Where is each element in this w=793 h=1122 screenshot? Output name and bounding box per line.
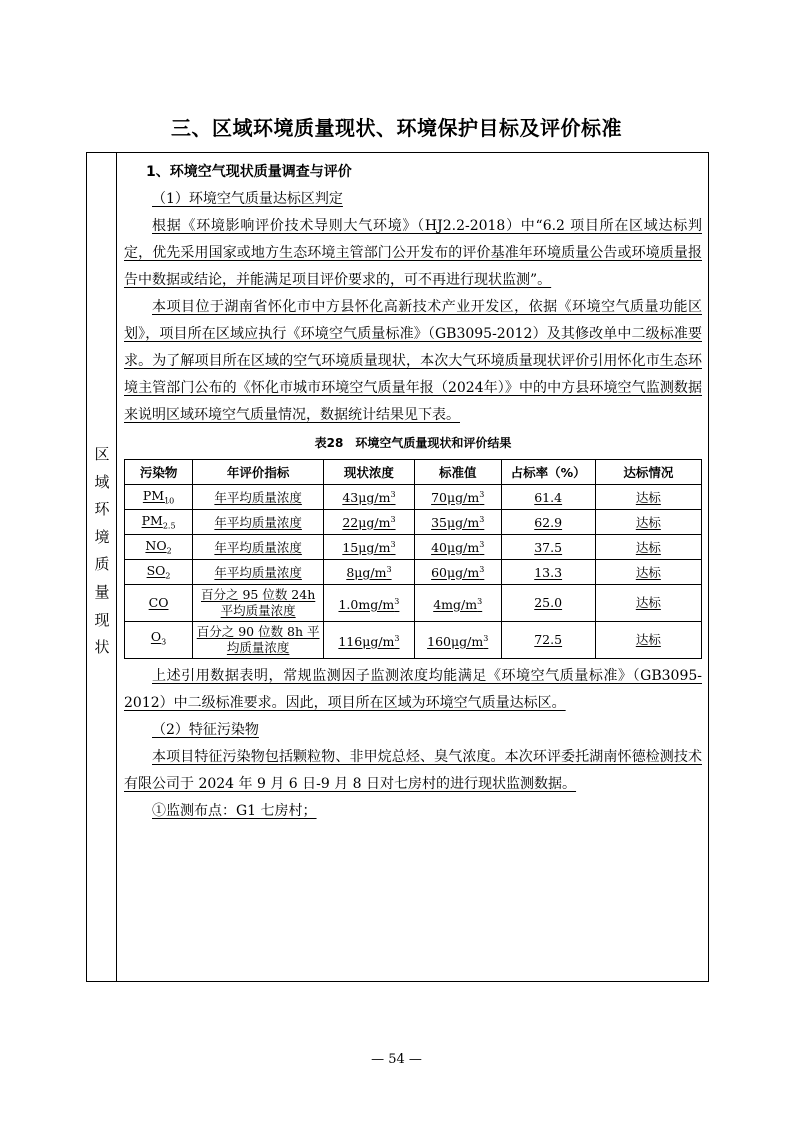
ratio-cell: 13.3 — [501, 560, 595, 585]
content-frame — [86, 152, 709, 982]
table-row — [125, 585, 702, 622]
page-title: 三、区域环境质量现状、环境保护目标及评价标准 — [171, 116, 622, 140]
pollutant-cell: $PM_{2.5}$ — [125, 510, 193, 535]
table-row — [125, 535, 702, 560]
side-label-char: 环 — [94, 500, 110, 519]
ratio-cell: 72.5 — [501, 622, 595, 659]
concentration-cell: $22\mu g/m^3$ — [324, 510, 415, 535]
table-row — [125, 485, 702, 510]
pollutant-cell: $PM_{10}$ — [125, 485, 193, 510]
status-cell: 达标 — [595, 535, 701, 560]
paragraph-2: 本项目位于湖南省怀化市中方县怀化高新技术产业开发区，依据《环境空气质量功能区划》，项目所在区域应执行《环境空气质量标准》（GB3095-2012）及其修改单中二级标准要求。为了解项目所在区域的空气环境质量现状，本次大气环境质量现状评价引用怀化市生态环境主管部门公布的《怀化市城市环境空气质量年报（2024年）》中的中方县环境空气监测数据来说明区域环境空气质量情况，数据统计结果见下表。 — [124, 299, 702, 423]
table-header-cell: 污染物 — [125, 460, 193, 485]
status-cell: 达标 — [595, 485, 701, 510]
ratio-cell: 37.5 — [501, 535, 595, 560]
table-header-cell: 现状浓度 — [324, 460, 415, 485]
standard-cell: $4mg/m^3$ — [414, 585, 501, 622]
indicator-cell: 年平均质量浓度 — [193, 560, 324, 585]
status-cell: 达标 — [595, 585, 701, 622]
paragraph-5: ①监测布点：G1 七房村； — [152, 803, 317, 819]
concentration-cell: $8\mu g/m^3$ — [324, 560, 415, 585]
standard-cell: $60\mu g/m^3$ — [414, 560, 501, 585]
status-cell: 达标 — [595, 510, 701, 535]
indicator-cell: 年平均质量浓度 — [193, 485, 324, 510]
side-label-char: 质 — [94, 555, 110, 574]
table-header-cell: 年评价指标 — [193, 460, 324, 485]
indicator-cell: 百分之 90 位数 8h 平均质量浓度 — [193, 622, 324, 659]
paragraph-4: 本项目特征污染物包括颗粒物、非甲烷总烃、臭气浓度。本次环评委托湖南怀德检测技术有限公司于 2024 年 9 月 6 日-9 月 8 日对七房村的进行现状监测数据。 — [124, 749, 702, 792]
air-quality-table — [124, 459, 702, 659]
concentration-cell: $43\mu g/m^3$ — [324, 485, 415, 510]
paragraph-3: 上述引用数据表明，常规监测因子监测浓度均能满足《环境空气质量标准》（GB3095-2012）中二级标准要求。因此，项目所在区域为环境空气质量达标区。 — [124, 668, 702, 711]
status-cell: 达标 — [595, 560, 701, 585]
pollutant-cell: $SO_2$ — [125, 560, 193, 585]
table-row — [125, 510, 702, 535]
side-label-char: 量 — [94, 582, 110, 601]
indicator-cell: 年平均质量浓度 — [193, 510, 324, 535]
section-heading: 1、环境空气现状质量调查与评价 — [146, 164, 352, 180]
table-body — [125, 485, 702, 659]
table-caption: 表28 环境空气质量现状和评价结果 — [314, 436, 512, 450]
pollutant-cell: CO — [125, 585, 193, 622]
side-label-char: 状 — [94, 638, 110, 657]
standard-cell: $40\mu g/m^3$ — [414, 535, 501, 560]
standard-cell: $160\mu g/m^3$ — [414, 622, 501, 659]
indicator-cell: 年平均质量浓度 — [193, 535, 324, 560]
table-header-cell: 占标率（%） — [501, 460, 595, 485]
table-header-row — [125, 460, 702, 485]
pollutant-cell: $O_3$ — [125, 622, 193, 659]
side-label-char: 现 — [94, 610, 110, 629]
status-cell: 达标 — [595, 622, 701, 659]
standard-cell: $35\mu g/m^3$ — [414, 510, 501, 535]
table-row — [125, 622, 702, 659]
subsection-heading-2: （2）特征污染物 — [152, 722, 259, 738]
pollutant-cell: $NO_2$ — [125, 535, 193, 560]
table-row — [125, 560, 702, 585]
side-label — [87, 441, 117, 662]
concentration-cell: $15\mu g/m^3$ — [324, 535, 415, 560]
paragraph-1: 根据《环境影响评价技术导则大气环境》（HJ2.2-2018）中“6.2 项目所在区域达标判定，优先采用国家或地方生态环境主管部门公开发布的评价基准年环境质量公告或环境质量报告中数据或结论，并能满足项目评价要求的，可不再进行现状监测”。 — [124, 218, 702, 288]
concentration-cell: $1.0mg/m^3$ — [324, 585, 415, 622]
standard-cell: $70\mu g/m^3$ — [414, 485, 501, 510]
page-number: — 54 — — [371, 1052, 422, 1067]
ratio-cell: 62.9 — [501, 510, 595, 535]
side-label-char: 域 — [94, 472, 110, 491]
side-label-column — [87, 153, 117, 981]
subsection-heading-1: （1）环境空气质量达标区判定 — [152, 191, 343, 207]
table-header-cell: 标准值 — [414, 460, 501, 485]
ratio-cell: 61.4 — [501, 485, 595, 510]
concentration-cell: $116\mu g/m^3$ — [324, 622, 415, 659]
ratio-cell: 25.0 — [501, 585, 595, 622]
side-label-char: 境 — [94, 527, 110, 546]
content-body — [124, 159, 702, 825]
side-label-char: 区 — [94, 445, 110, 463]
indicator-cell: 百分之 95 位数 24h 平均质量浓度 — [193, 585, 324, 622]
table-header-cell: 达标情况 — [595, 460, 701, 485]
